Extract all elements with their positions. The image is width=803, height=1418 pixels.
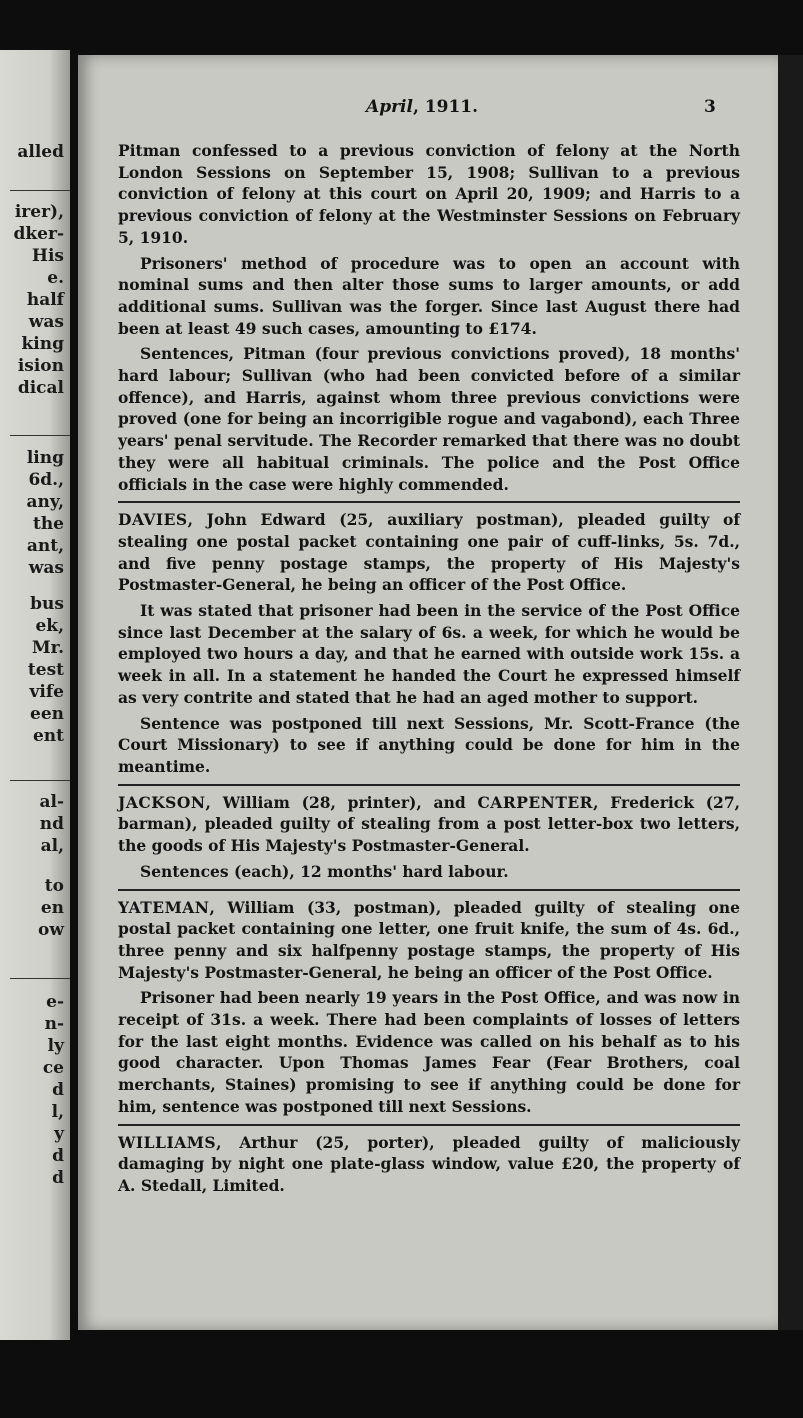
left-page-line: d bbox=[52, 1168, 64, 1188]
left-page-line: test bbox=[27, 660, 64, 680]
left-page-line: alled bbox=[17, 142, 64, 162]
case-lead-text: , Arthur (25, porter), pleaded guilty of maliciously damaging by night one plate-glass window, value £20, the property of A. Stedall, Limited. bbox=[118, 1132, 740, 1195]
case-yateman bbox=[118, 889, 740, 1118]
left-page-line: 6d., bbox=[28, 470, 64, 490]
case-williams bbox=[118, 1124, 740, 1197]
left-page-line: en bbox=[40, 898, 64, 918]
left-page-line: ision bbox=[17, 356, 64, 376]
paragraph: Sentence was postponed till next Sessions, Mr. Scott-France (the Court Missionary) to see if anything could be done for him in the meantime. bbox=[118, 713, 740, 776]
case-lead-text: , William (28, printer), and bbox=[205, 792, 478, 812]
left-page-line: al- bbox=[39, 792, 64, 812]
left-page-line: dical bbox=[17, 378, 64, 398]
left-page-line: ow bbox=[38, 920, 64, 940]
paragraph: Sentences, Pitman (four previous convictions proved), 18 months' hard labour; Sullivan (who had been convicted before of a similar offence), and Harris, against whom three previous convictions were proved (one for being an incorrigible rogue and vagabond), each Three years' penal servitude. The Recorder remarked that there was no doubt they were all habitual criminals. The police and the Post Office officials in the case were highly commended. bbox=[118, 344, 740, 494]
left-page-line: vife bbox=[29, 682, 64, 702]
left-page-line: ent bbox=[32, 726, 64, 746]
case-lead-text: , William (33, postman), pleaded guilty of stealing one postal packet containing one letter, one fruit knife, the sum of 4s. 6d., three penny and six halfpenny postage stamps, the property of His Majesty's Postmaster-General, he being an officer of the Post Office. bbox=[118, 897, 740, 982]
left-page-margin bbox=[0, 50, 70, 1340]
page-body bbox=[118, 140, 740, 1201]
running-header bbox=[78, 97, 778, 121]
left-page-rule bbox=[10, 780, 70, 781]
case-lead-paragraph bbox=[118, 509, 740, 596]
case-pitman bbox=[118, 140, 740, 495]
left-page-line: His bbox=[31, 246, 64, 266]
defendant-name: YATEMAN bbox=[118, 897, 210, 917]
left-page-line: to bbox=[44, 876, 64, 896]
paragraph: It was stated that prisoner had been in the service of the Post Office since last December at the salary of 6s. a week, for which he would be employed two hours a day, and that he earned with outside work 15s. a week in all. In a statement he handed the Court he expressed himself as very contrite and stated that he had an aged mother to support. bbox=[118, 601, 740, 707]
defendant-name: JACKSON bbox=[118, 792, 206, 812]
paragraph: Prisoners' method of procedure was to open an account with nominal sums and then alter those sums to larger amounts, or add additional sums. Sullivan was the forger. Since last August there had been at least 49 such cases, amounting to £174. bbox=[118, 253, 740, 338]
case-jackson-carpenter bbox=[118, 784, 740, 883]
left-page-line: dker- bbox=[13, 224, 64, 244]
left-page-line: n- bbox=[44, 1014, 64, 1034]
page-number: 3 bbox=[704, 97, 716, 117]
left-page-line: al, bbox=[40, 836, 64, 856]
left-page-line: Mr. bbox=[31, 638, 64, 658]
paragraph: Sentences (each), 12 months' hard labour. bbox=[140, 861, 509, 881]
left-page-line: d bbox=[52, 1146, 64, 1166]
case-lead-paragraph bbox=[118, 897, 740, 984]
left-page-line: ce bbox=[42, 1058, 64, 1078]
left-page-line: half bbox=[26, 290, 64, 310]
left-page-line: d bbox=[52, 1080, 64, 1100]
paragraph: Pitman confessed to a previous conviction of felony at the North London Sessions on September 15, 1908; Sullivan to a previous conviction of felony at this court on April 20, 1909; and Harris to a previous conviction of felony at the Westminster Sessions on February 5, 1910. bbox=[118, 141, 740, 247]
left-page-rule bbox=[10, 978, 70, 979]
left-page-line: was bbox=[28, 312, 64, 332]
paragraph: Prisoner had been nearly 19 years in the Post Office, and was now in receipt of 31s. a week. There had been complaints of losses of letters for the last eight months. Evidence was called on his behalf as to his good character. Upon Thomas James Fear (Fear Brothers, coal merchants, Staines) promising to see if anything could be done for him, sentence was postponed till next Sessions. bbox=[118, 988, 740, 1116]
left-page-line: ling bbox=[26, 448, 64, 468]
left-page-line: l, bbox=[51, 1102, 64, 1122]
header-date bbox=[366, 97, 478, 117]
defendant-name: DAVIES bbox=[118, 510, 188, 530]
left-page-line: irer), bbox=[14, 202, 64, 222]
page-edge-shadow bbox=[778, 55, 803, 1330]
defendant-name: CARPENTER bbox=[477, 792, 594, 812]
case-lead-paragraph bbox=[118, 1132, 740, 1197]
case-lead-text: , John Edward (25, auxiliary postman), pleaded guilty of stealing one postal packet containing one pair of cuff-links, 5s. 7d., and five penny postage stamps, the property of His Majesty's Postmaster-General, he being an officer of the Post Office. bbox=[118, 510, 740, 595]
left-page-line: ant, bbox=[26, 536, 64, 556]
left-page-line: was bbox=[28, 558, 64, 578]
defendant-name: WILLIAMS bbox=[118, 1132, 217, 1152]
left-page-rule bbox=[10, 435, 70, 436]
header-year: , 1911. bbox=[412, 97, 479, 117]
case-davies bbox=[118, 501, 740, 777]
header-month: April bbox=[366, 97, 413, 117]
left-page-line: e. bbox=[47, 268, 64, 288]
left-page-line: een bbox=[30, 704, 64, 724]
case-lead-text: , Frederick (27, barman), pleaded guilty of stealing from a post letter-box two letters, the goods of His Majesty's Postmaster-General. bbox=[118, 792, 740, 856]
right-page bbox=[78, 55, 778, 1330]
left-page-line: e- bbox=[46, 992, 64, 1012]
left-page-line: ly bbox=[47, 1036, 64, 1056]
case-lead-paragraph bbox=[118, 792, 740, 857]
left-page-line: y bbox=[54, 1124, 64, 1144]
left-page-line: the bbox=[32, 514, 64, 534]
left-page-rule bbox=[10, 190, 70, 191]
left-page-line: ek, bbox=[35, 616, 64, 636]
left-page-line: nd bbox=[39, 814, 64, 834]
left-page-line: bus bbox=[30, 594, 64, 614]
left-page-line: any, bbox=[26, 492, 64, 512]
left-page-line: king bbox=[21, 334, 64, 354]
